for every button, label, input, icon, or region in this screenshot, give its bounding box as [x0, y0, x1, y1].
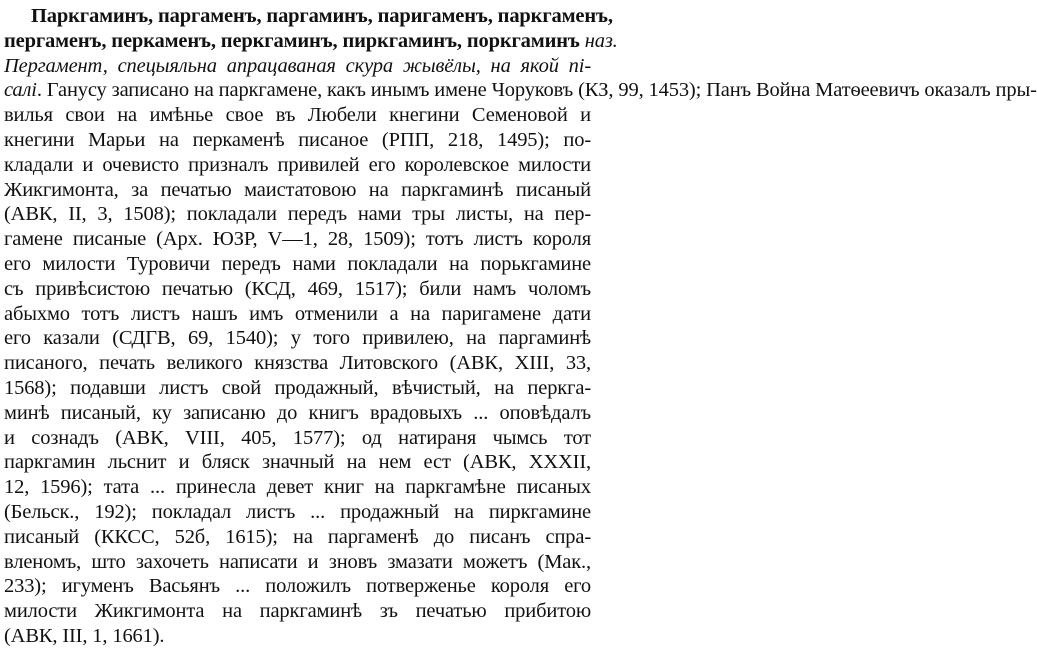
citation-text: (АВК, II, 3, 1508); покладали передъ нами тры листы, на пер-: [4, 203, 591, 226]
entry-line: [4, 4, 613, 29]
entry-line: [4, 574, 591, 599]
definition-text: салі: [4, 79, 37, 102]
entry-line: [4, 277, 591, 302]
entry-line: [4, 475, 591, 500]
entry-line: [4, 178, 591, 203]
citation-text: абыхмо тотъ листъ нашъ имъ отменили а на паригамене дати: [4, 302, 591, 325]
entry-line: [4, 202, 591, 227]
entry-line: [4, 302, 591, 327]
entry-line: [4, 426, 591, 451]
entry-line: [4, 128, 591, 153]
headword-text: Паркгаминъ, паргаменъ, паргаминъ, паригаменъ, паркгаменъ,: [31, 5, 613, 27]
dictionary-entry: [4, 4, 1037, 649]
entry-line: [4, 525, 591, 550]
entry-line: [4, 376, 591, 401]
entry-line: [4, 450, 591, 475]
citation-text: гамене писаные (Арх. ЮЗР, V—1, 28, 1509); тотъ листъ короля: [4, 228, 591, 251]
entry-line: [4, 227, 591, 252]
entry-line: [4, 500, 591, 525]
citation-text: писаного, печать великого князства Литовского (АВК, XIII, 33,: [4, 352, 591, 375]
entry-line: [4, 29, 618, 54]
citation-text: Жикгимонта, за печатью маистатовою на паркгаминѣ писаный: [4, 178, 591, 201]
entry-line: [4, 252, 591, 277]
definition-text: наз.: [584, 29, 618, 52]
citation-text: и сознадъ (АВК, VIII, 405, 1577); од натираня чымсь тот: [4, 426, 591, 449]
entry-line: [4, 401, 591, 426]
entry-line: [4, 550, 591, 575]
entry-line: [4, 78, 1037, 103]
citation-text: вленомъ, што захочеть написати и зновъ змазати можетъ (Мак.,: [4, 550, 591, 573]
entry-line: [4, 624, 591, 649]
citation-text: съ привѣсистою печатью (КСД, 469, 1517); били намъ чоломъ: [4, 277, 591, 300]
entry-line: [4, 599, 591, 624]
citation-text: (Бельск., 192); покладал листъ ... продажный на пиркгамине: [4, 500, 591, 523]
entry-line: [4, 351, 591, 376]
citation-text: минѣ писаный, ку записаню до книгъ врадовыхъ ... оповѣдалъ: [4, 401, 591, 424]
citation-text: его милости Туровичи передъ нами покладали на порькгамине: [4, 252, 591, 275]
headword-text: пергаменъ, перкаменъ, перкгаминъ, пиркгаминъ, поркгаминъ: [4, 29, 580, 52]
citation-text: паркгамин льснит и бляск значный на нем ест (АВК, XXXII,: [4, 451, 591, 474]
entry-line: [4, 103, 591, 128]
entry-line: [4, 326, 591, 351]
definition-text: Пергамент, спецыяльна апрацаваная скура жывёлы, на якой пі-: [4, 54, 591, 77]
citation-text: (АВК, III, 1, 1661).: [4, 624, 165, 647]
citation-text: . Ганусу записано на паркгамене, какъ инымъ имене Чоруковъ (КЗ, 99, 1453); Панъ Война Матѳеевичъ оказалъ пры-: [36, 79, 1037, 102]
citation-text: вилья свои на имѣнье свое въ Любели кнегини Семеновой и: [4, 104, 591, 127]
citation-text: кнегини Марьи на перкаменѣ писаное (РПП, 218, 1495); по-: [4, 128, 591, 151]
entry-line: [4, 54, 591, 79]
citation-text: 1568); подавши листъ свой продажный, вѣчистый, на перкга-: [4, 376, 591, 399]
citation-text: кладали и очевисто призналъ привилей его королевское милости: [4, 153, 591, 176]
citation-text: 12, 1596); тата ... принесла девет книг на паркгамѣне писаных: [4, 476, 591, 499]
citation-text: милости Жикгимонта на паркгаминѣ зъ печатью прибитою: [4, 600, 591, 623]
citation-text: его казали (СДГВ, 69, 1540); у того привилею, на паргаминѣ: [4, 327, 591, 350]
citation-text: 233); игуменъ Васьянъ ... положилъ потверженье короля его: [4, 575, 591, 598]
citation-text: писаный (ККСС, 52б, 1615); на паргаменѣ до писанъ спра-: [4, 525, 591, 548]
entry-line: [4, 153, 591, 178]
